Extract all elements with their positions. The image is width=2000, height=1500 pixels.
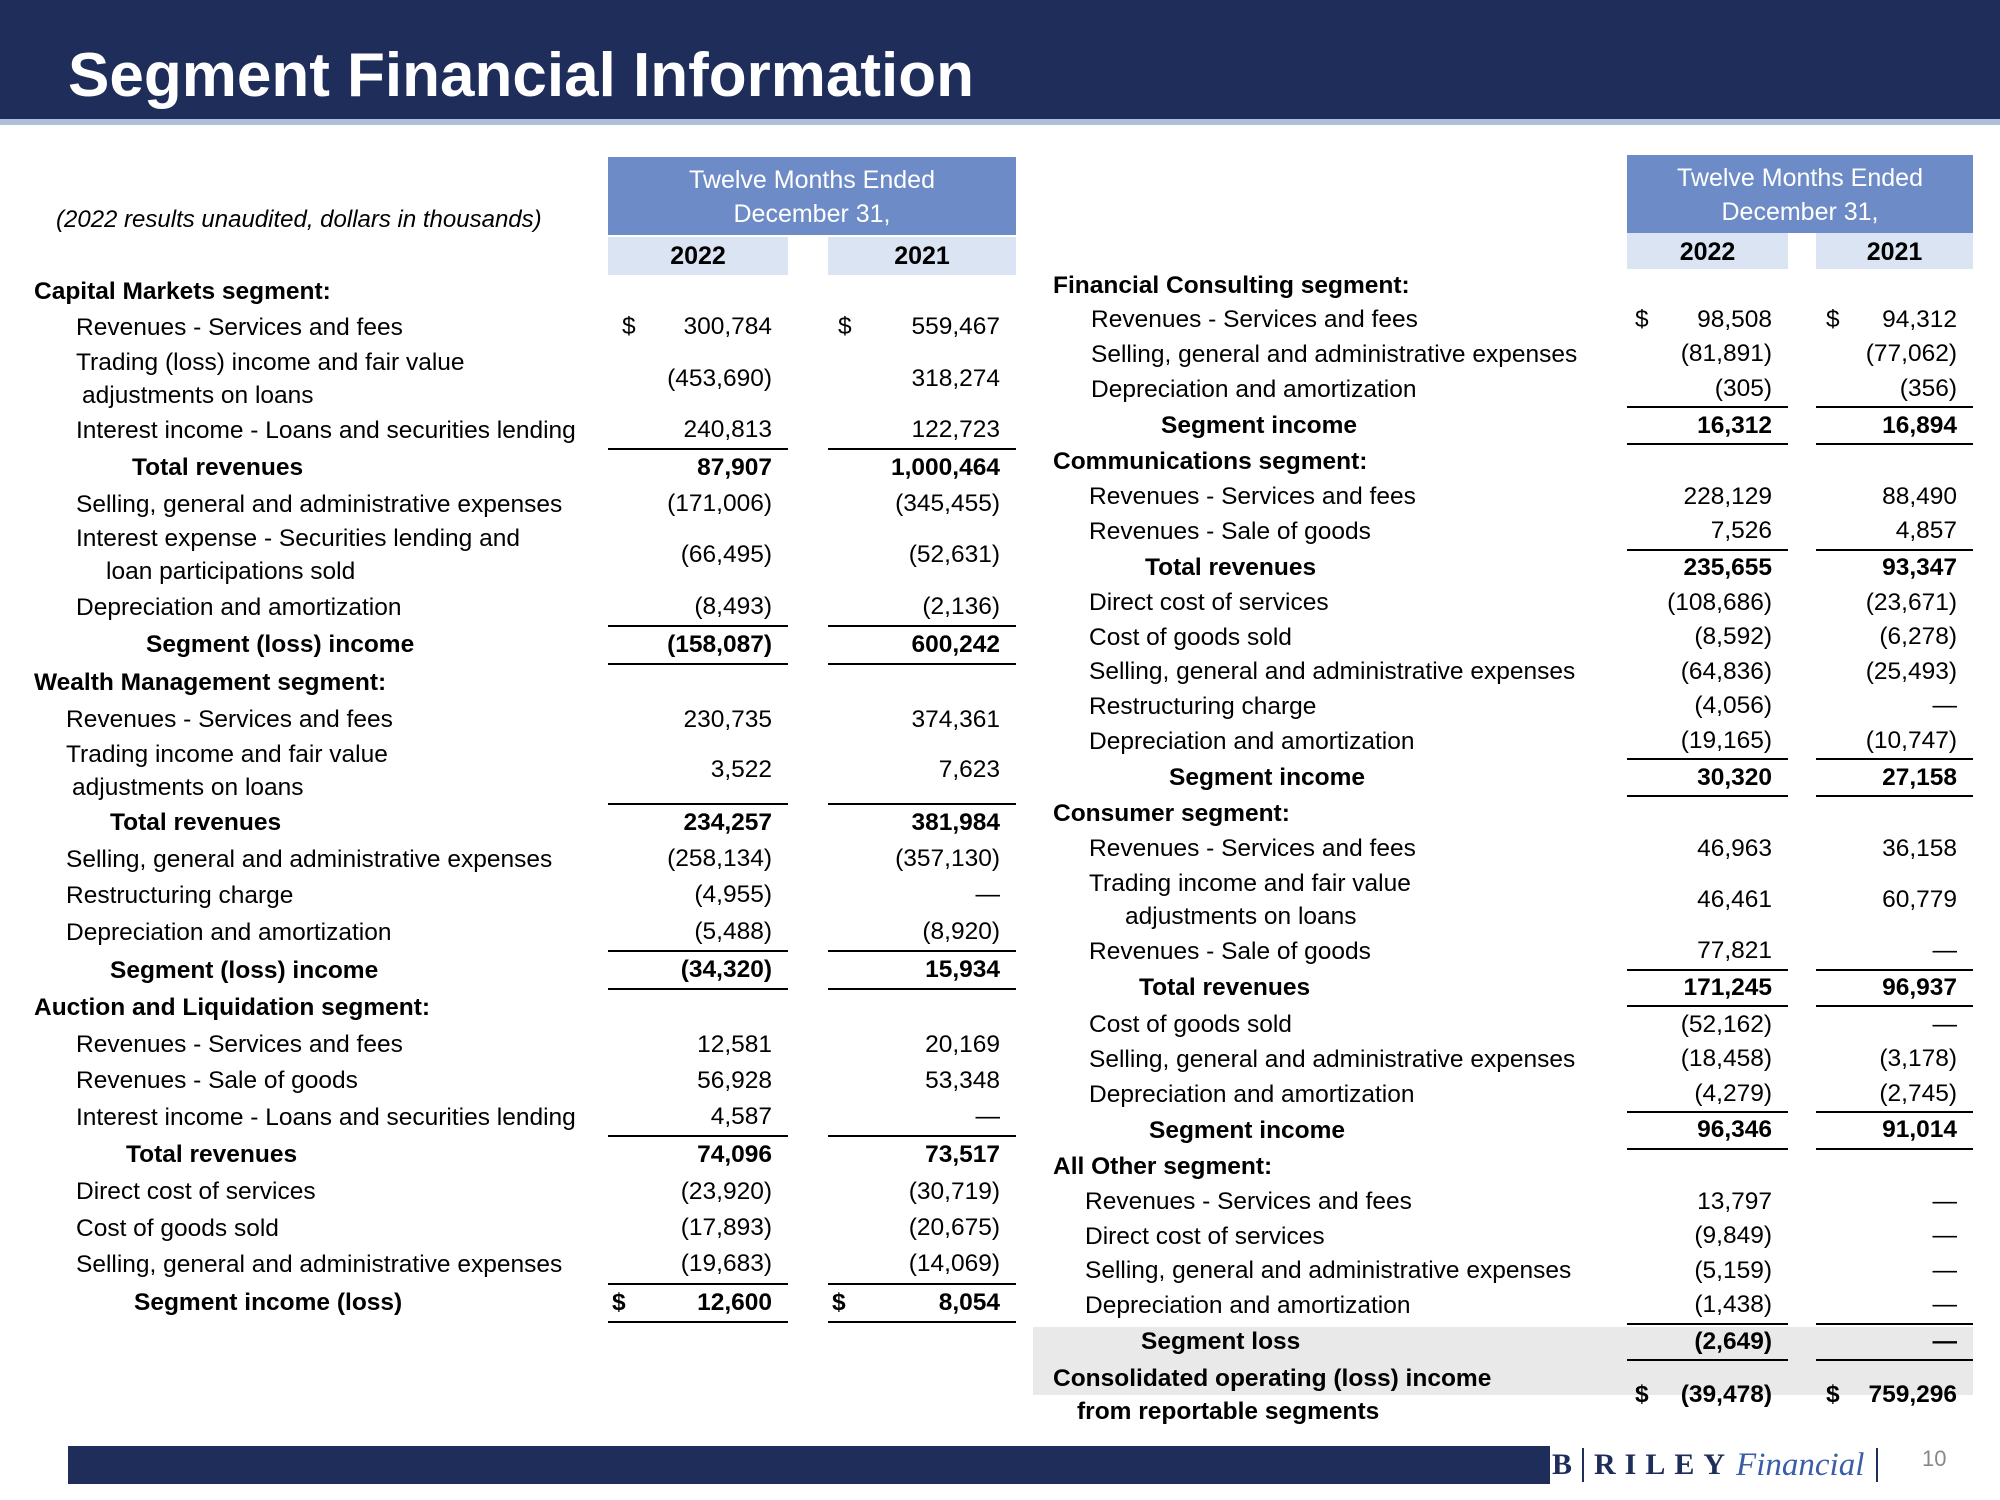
table-row xyxy=(34,486,1016,522)
value-2022: 16,312 xyxy=(1627,407,1788,444)
value-2022: (4,279) xyxy=(1627,1076,1788,1112)
currency-symbol: $ xyxy=(1635,1381,1649,1409)
row-label: Trading income and fair value adjustments on loans xyxy=(66,740,388,801)
value-2021: (20,675) xyxy=(908,1214,1000,1242)
row-label: Restructuring charge xyxy=(66,881,294,909)
row-label: Interest income - Loans and securities lending xyxy=(76,416,576,444)
value-2021: 16,894 xyxy=(1816,407,1973,444)
section-row xyxy=(1053,268,1973,303)
value-2022: 235,655 xyxy=(1683,554,1772,582)
section-title: Financial Consulting segment: xyxy=(1053,271,1410,299)
logo-riley: RILEY xyxy=(1594,1448,1735,1481)
row-label: Segment income xyxy=(1169,764,1366,792)
row-label: Total revenues xyxy=(110,808,282,836)
row-label: Consolidated operating (loss) income from reportable segments xyxy=(1053,1364,1492,1425)
value-2021: — xyxy=(1816,934,1973,970)
value-2021: (52,631) xyxy=(908,541,1000,569)
subtitle: (2022 results unaudited, dollars in thousands) xyxy=(56,206,542,233)
table-row xyxy=(1053,514,1973,550)
row-label: Segment income (loss) xyxy=(134,1289,403,1317)
value-2022: (8,592) xyxy=(1694,623,1772,651)
currency-symbol: $ xyxy=(1635,305,1649,333)
value-2022: 12,581 xyxy=(697,1030,772,1058)
left-header-line1: Twelve Months Ended xyxy=(689,166,935,194)
value-2022: (66,495) xyxy=(680,541,772,569)
row-label: Segment (loss) income xyxy=(110,956,379,984)
row-label: Segment income xyxy=(1149,1116,1346,1144)
value-2022: 228,129 xyxy=(1683,482,1772,510)
value-2022: 234,257 xyxy=(608,804,788,841)
value-2022: 240,813 xyxy=(608,412,788,449)
value-2022: (9,849) xyxy=(1694,1222,1772,1250)
value-2021: (10,747) xyxy=(1816,724,1973,760)
value-2021: — xyxy=(1932,1187,1957,1215)
value-2021: 318,274 xyxy=(911,364,1000,392)
segment-income-row xyxy=(34,1284,1016,1322)
value-2021: 15,934 xyxy=(828,951,1016,989)
row-label: Cost of goods sold xyxy=(76,1214,279,1242)
section-title: Wealth Management segment: xyxy=(34,669,387,697)
value-2021: 600,242 xyxy=(828,626,1016,664)
value-2022: (258,134) xyxy=(667,845,772,873)
value-2021: 91,014 xyxy=(1816,1112,1973,1149)
value-2022: (2,649) xyxy=(1627,1324,1788,1361)
right-segment-table xyxy=(1053,268,1973,1429)
value-2022: 30,320 xyxy=(1627,759,1788,796)
value-2021: (77,062) xyxy=(1865,340,1957,368)
value-2022: (34,320) xyxy=(608,951,788,989)
row-label: Revenues - Services and fees xyxy=(76,313,403,341)
value-2021: $ 759,296 xyxy=(1826,1381,1957,1409)
logo-separator xyxy=(1582,1448,1584,1482)
value-2021: — xyxy=(1932,1256,1957,1284)
value-2022: 171,245 xyxy=(1627,970,1788,1007)
value-2021: 381,984 xyxy=(828,804,1016,841)
value-2022: (171,006) xyxy=(667,490,772,518)
value-2022: (23,920) xyxy=(680,1177,772,1205)
value-2022: 3,522 xyxy=(710,756,772,784)
company-logo xyxy=(1552,1443,1888,1487)
value-2021: 36,158 xyxy=(1882,834,1957,862)
value-2022: 13,797 xyxy=(1697,1187,1772,1215)
value-2021: 374,361 xyxy=(911,705,1000,733)
table-row xyxy=(34,309,1016,345)
table-row xyxy=(1053,689,1973,724)
value-2022: $ 12,600 xyxy=(608,1284,788,1322)
value-2021: (14,069) xyxy=(828,1246,1016,1283)
value-2022: $ 98,508 xyxy=(1635,305,1772,333)
currency-symbol: $ xyxy=(612,1288,626,1316)
value-2021: (345,455) xyxy=(895,490,1000,518)
table-row xyxy=(1053,655,1973,690)
total-row xyxy=(1053,550,1973,586)
currency-symbol: $ xyxy=(838,313,852,341)
total-row xyxy=(34,449,1016,486)
section-title: Consumer segment: xyxy=(1053,800,1290,828)
row-label: Selling, general and administrative expenses xyxy=(1089,658,1576,686)
table-row xyxy=(34,412,1016,449)
value-2021: 60,779 xyxy=(1882,886,1957,914)
row-label: Cost of goods sold xyxy=(1089,1010,1292,1038)
row-label: Selling, general and administrative expenses xyxy=(1085,1257,1572,1285)
table-row xyxy=(34,1210,1016,1246)
row-label: Direct cost of services xyxy=(1085,1222,1325,1250)
row-label: Interest income - Loans and securities lending xyxy=(76,1104,576,1132)
row-label: Revenues - Sale of goods xyxy=(1089,938,1371,966)
table-row xyxy=(1053,1219,1973,1254)
table-row xyxy=(1053,1288,1973,1324)
table-row xyxy=(34,701,1016,737)
value-2022: 230,735 xyxy=(683,705,772,733)
row-label: Depreciation and amortization xyxy=(1089,1080,1415,1108)
value-2021: 7,623 xyxy=(938,756,1000,784)
row-label: Revenues - Services and fees xyxy=(1089,835,1416,863)
row-label: Depreciation and amortization xyxy=(1089,728,1415,756)
row-label: Cost of goods sold xyxy=(1089,623,1292,651)
row-label: Segment loss xyxy=(1141,1328,1301,1356)
value-2022: 4,587 xyxy=(608,1099,788,1136)
segment-loss-row xyxy=(1053,1324,1973,1361)
row-label: Total revenues xyxy=(132,454,304,482)
section-row xyxy=(1053,1149,1973,1185)
value-2021: (2,745) xyxy=(1816,1076,1973,1112)
row-label: Trading income and fair value adjustments on loans xyxy=(1089,870,1411,931)
value-2021: — xyxy=(1816,1324,1973,1361)
row-label: Depreciation and amortization xyxy=(76,593,402,621)
value-2022: (108,686) xyxy=(1667,588,1772,616)
value-2022: 74,096 xyxy=(697,1141,772,1169)
table-row xyxy=(34,1099,1016,1136)
value-2021: (23,671) xyxy=(1865,588,1957,616)
value-2021: (30,719) xyxy=(908,1177,1000,1205)
section-row xyxy=(34,989,1016,1026)
value-2022: (8,493) xyxy=(608,588,788,625)
value-2021: (2,136) xyxy=(828,588,1016,625)
value-2022: (305) xyxy=(1627,372,1788,408)
value-2022: 96,346 xyxy=(1627,1112,1788,1149)
table-row xyxy=(34,914,1016,951)
row-label: Selling, general and administrative expenses xyxy=(76,1251,563,1279)
left-header-line2: December 31, xyxy=(733,200,891,228)
row-label: Total revenues xyxy=(1145,554,1317,582)
row-label: Revenues - Services and fees xyxy=(76,1031,403,1059)
value-2021: — xyxy=(1932,1222,1957,1250)
segment-income-row xyxy=(1053,407,1973,444)
value-2021: (3,178) xyxy=(1879,1045,1957,1073)
section-row xyxy=(1053,444,1973,480)
right-year-2022: 2022 xyxy=(1627,233,1788,269)
value-2021: 88,490 xyxy=(1882,482,1957,510)
value-2021: 93,347 xyxy=(1882,554,1957,582)
section-title: Auction and Liquidation segment: xyxy=(34,994,431,1022)
value-2021: 27,158 xyxy=(1816,759,1973,796)
table-row xyxy=(1053,303,1973,338)
currency-symbol: $ xyxy=(622,313,636,341)
value-2022: (453,690) xyxy=(667,364,772,392)
table-row xyxy=(1053,480,1973,515)
row-label: Direct cost of services xyxy=(76,1178,316,1206)
logo-separator-end xyxy=(1876,1448,1878,1482)
value-2021: 20,169 xyxy=(925,1030,1000,1058)
value-2022: (19,165) xyxy=(1627,724,1788,760)
table-row xyxy=(34,877,1016,913)
value-2022: 46,963 xyxy=(1697,834,1772,862)
value-2021: 122,723 xyxy=(828,412,1016,449)
table-row xyxy=(34,346,1016,412)
footer-bar xyxy=(68,1446,1550,1484)
value-2021: 96,937 xyxy=(1816,970,1973,1007)
page-number: 10 xyxy=(1922,1446,1947,1471)
table-row xyxy=(1053,585,1973,620)
row-label: Selling, general and administrative expenses xyxy=(1089,1045,1576,1073)
value-2022: 46,461 xyxy=(1697,886,1772,914)
logo-financial: Financial xyxy=(1736,1446,1865,1483)
logo-b: B xyxy=(1552,1448,1573,1481)
value-2021: 1,000,464 xyxy=(891,454,1000,482)
row-label: Revenues - Services and fees xyxy=(1089,483,1416,511)
left-year-2021: 2021 xyxy=(828,237,1016,275)
segment-income-row xyxy=(34,626,1016,664)
value-2022: 7,526 xyxy=(1627,514,1788,550)
table-row xyxy=(1053,337,1973,372)
value-2022: (52,162) xyxy=(1680,1010,1772,1038)
left-column-header xyxy=(608,157,1016,235)
table-row xyxy=(34,841,1016,877)
value-2022: (5,159) xyxy=(1694,1256,1772,1284)
row-label: Interest expense - Securities lending and loan participations sold xyxy=(76,525,520,586)
value-2022: (81,891) xyxy=(1680,340,1772,368)
left-year-2022: 2022 xyxy=(608,237,788,275)
right-column-header xyxy=(1627,155,1973,233)
row-label: Selling, general and administrative expenses xyxy=(1091,340,1578,368)
section-title: Capital Markets segment: xyxy=(34,277,331,305)
value-2021: (356) xyxy=(1816,372,1973,408)
value-2021: 53,348 xyxy=(925,1066,1000,1094)
section-row xyxy=(34,273,1016,309)
table-row xyxy=(1053,1184,1973,1219)
row-label: Total revenues xyxy=(1139,974,1311,1002)
row-label: Segment income xyxy=(1161,412,1358,440)
right-year-2021: 2021 xyxy=(1816,233,1973,269)
value-2021: — xyxy=(975,881,1000,909)
section-row xyxy=(34,664,1016,701)
consolidated-row xyxy=(1053,1360,1973,1429)
value-2021: (6,278) xyxy=(1879,623,1957,651)
title-stripe xyxy=(0,119,2000,125)
table-row xyxy=(1053,1076,1973,1112)
value-2021: $ 559,467 xyxy=(838,313,1000,341)
total-row xyxy=(1053,970,1973,1007)
value-2021: — xyxy=(828,1099,1016,1136)
row-label: Total revenues xyxy=(126,1141,298,1169)
table-row xyxy=(1053,372,1973,408)
value-2022: (4,056) xyxy=(1694,692,1772,720)
page-title: Segment Financial Information xyxy=(68,41,974,110)
row-label: Revenues - Services and fees xyxy=(1085,1188,1412,1216)
table-row xyxy=(1053,934,1973,970)
table-row xyxy=(34,588,1016,625)
row-label: Direct cost of services xyxy=(1089,589,1329,617)
total-row xyxy=(34,1136,1016,1173)
value-2021: — xyxy=(1932,692,1957,720)
table-row xyxy=(34,738,1016,804)
table-row xyxy=(34,1063,1016,1099)
value-2022: (4,955) xyxy=(694,881,772,909)
section-title: Communications segment: xyxy=(1053,448,1368,476)
row-label: Revenues - Sale of goods xyxy=(1089,518,1371,546)
value-2022: 56,928 xyxy=(697,1066,772,1094)
currency-symbol: $ xyxy=(832,1288,846,1316)
value-2022: (17,893) xyxy=(680,1214,772,1242)
section-title: All Other segment: xyxy=(1053,1152,1273,1180)
value-2021: $ 8,054 xyxy=(828,1284,1016,1322)
row-label: Selling, general and administrative expenses xyxy=(76,490,563,518)
table-row xyxy=(34,1026,1016,1062)
table-row xyxy=(1053,1042,1973,1077)
row-label: Depreciation and amortization xyxy=(1091,376,1417,404)
right-header-line1: Twelve Months Ended xyxy=(1677,164,1923,192)
table-row xyxy=(1053,832,1973,867)
table-row xyxy=(34,522,1016,588)
value-2021: (8,920) xyxy=(828,914,1016,951)
segment-income-row xyxy=(1053,1112,1973,1149)
value-2022: (64,836) xyxy=(1680,657,1772,685)
table-row xyxy=(1053,1006,1973,1042)
row-label: Revenues - Services and fees xyxy=(1091,306,1418,334)
value-2021: 73,517 xyxy=(925,1141,1000,1169)
row-label: Revenues - Sale of goods xyxy=(76,1067,358,1095)
segment-income-row xyxy=(34,951,1016,989)
table-row xyxy=(1053,620,1973,655)
left-segment-table xyxy=(34,273,1016,1323)
currency-symbol: $ xyxy=(1826,1381,1840,1409)
value-2021: — xyxy=(1816,1288,1973,1324)
value-2022: (158,087) xyxy=(608,626,788,664)
section-row xyxy=(1053,796,1973,832)
right-header-line2: December 31, xyxy=(1721,198,1879,226)
row-label: Depreciation and amortization xyxy=(66,918,392,946)
table-row xyxy=(34,1246,1016,1283)
row-label: Selling, general and administrative expenses xyxy=(66,845,553,873)
value-2022: 87,907 xyxy=(697,454,772,482)
currency-symbol: $ xyxy=(1826,305,1840,333)
value-2022: $ 300,784 xyxy=(622,313,772,341)
total-row xyxy=(34,804,1016,841)
row-label: Segment (loss) income xyxy=(146,631,415,659)
value-2021: (357,130) xyxy=(895,845,1000,873)
row-label: Depreciation and amortization xyxy=(1085,1292,1411,1320)
value-2021: 4,857 xyxy=(1816,514,1973,550)
value-2022: (18,458) xyxy=(1680,1045,1772,1073)
value-2022: $ (39,478) xyxy=(1635,1381,1772,1409)
value-2022: (1,438) xyxy=(1627,1288,1788,1324)
value-2021: $ 94,312 xyxy=(1826,305,1957,333)
value-2021: (25,493) xyxy=(1865,657,1957,685)
value-2022: 77,821 xyxy=(1627,934,1788,970)
segment-income-row xyxy=(1053,759,1973,796)
table-row xyxy=(1053,724,1973,760)
table-row xyxy=(34,1174,1016,1210)
value-2022: (5,488) xyxy=(608,914,788,951)
table-row xyxy=(1053,1253,1973,1288)
value-2021: — xyxy=(1932,1010,1957,1038)
row-label: Revenues - Services and fees xyxy=(66,706,393,734)
row-label: Trading (loss) income and fair value adjustments on loans xyxy=(76,348,465,409)
table-row xyxy=(1053,866,1973,934)
value-2022: (19,683) xyxy=(608,1246,788,1283)
row-label: Restructuring charge xyxy=(1089,692,1317,720)
